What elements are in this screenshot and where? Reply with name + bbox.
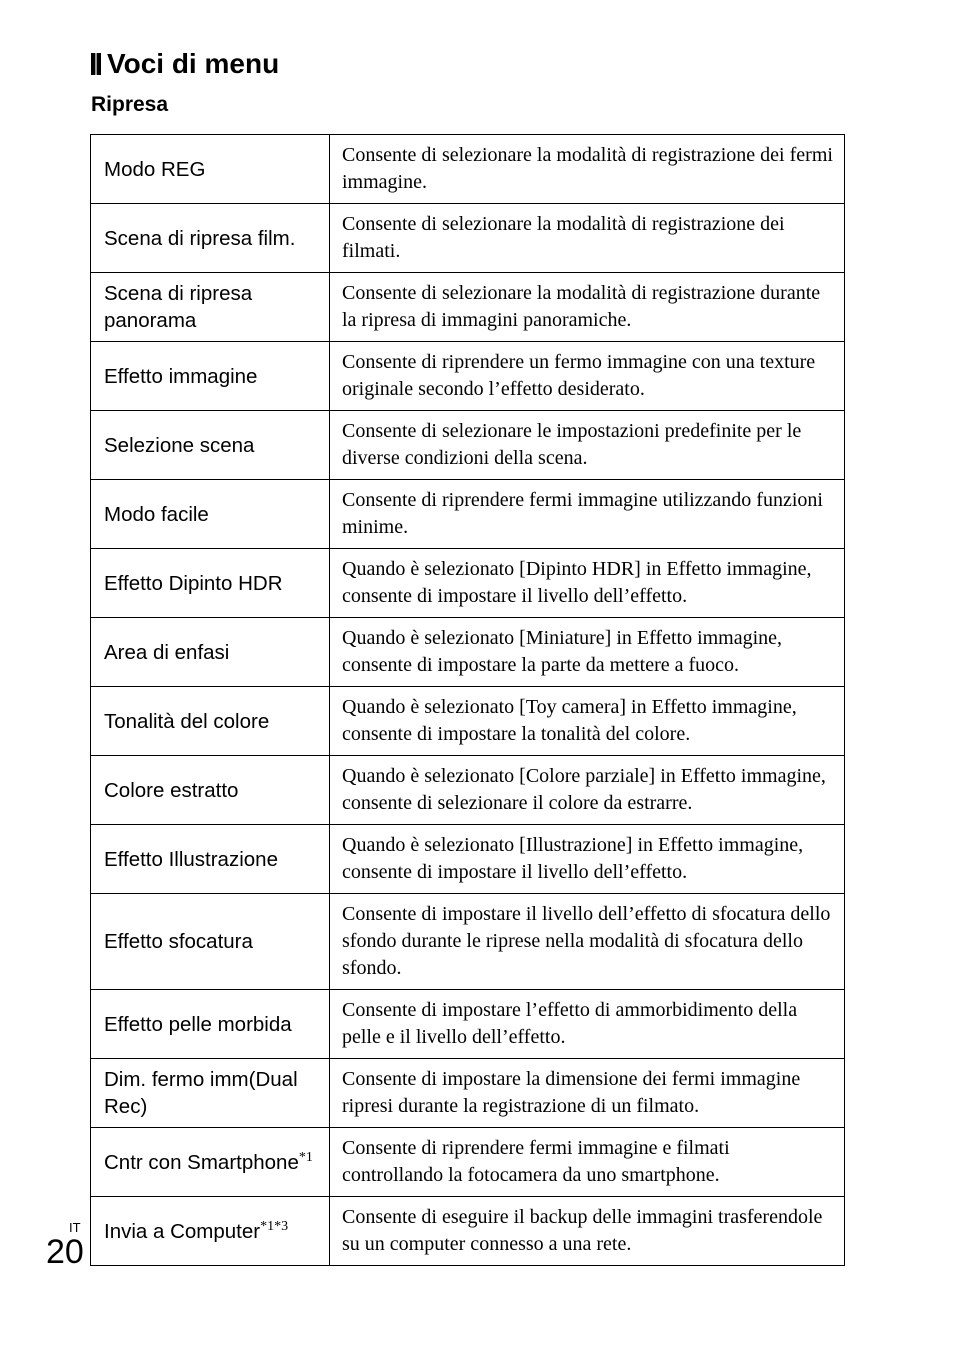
menu-item-name: Scena di ripresa panorama <box>91 273 330 342</box>
subsection-title: Ripresa <box>91 93 169 116</box>
table-row <box>91 135 845 204</box>
menu-item-name: Colore estratto <box>91 756 330 825</box>
table-row <box>91 1059 845 1128</box>
menu-item-description: Consente di riprendere fermi immagine e filmati controllando la fotocamera da uno smartphone. <box>330 1128 845 1197</box>
menu-item-name: Cntr con Smartphone <box>104 1150 299 1174</box>
table-row <box>91 204 845 273</box>
table-row <box>91 990 845 1059</box>
menu-item-name: Effetto pelle morbida <box>91 990 330 1059</box>
table-row <box>91 756 845 825</box>
language-code: IT <box>69 1220 81 1235</box>
menu-item-name-cell <box>91 1197 330 1266</box>
menu-item-name: Selezione scena <box>91 411 330 480</box>
menu-item-name: Effetto Dipinto HDR <box>91 549 330 618</box>
menu-item-name: Dim. fermo imm(Dual Rec) <box>91 1059 330 1128</box>
menu-item-description: Consente di selezionare la modalità di registrazione dei fermi immagine. <box>330 135 845 204</box>
footnote-marker: *1 <box>298 1149 313 1165</box>
menu-item-description: Quando è selezionato [Miniature] in Effetto immagine, consente di impostare la parte da mettere a fuoco. <box>330 618 845 687</box>
menu-item-name: Scena di ripresa film. <box>91 204 330 273</box>
menu-item-name: Effetto immagine <box>91 342 330 411</box>
menu-item-name-cell <box>91 1128 330 1197</box>
menu-item-description: Quando è selezionato [Illustrazione] in Effetto immagine, consente di impostare il livello dell’effetto. <box>330 825 845 894</box>
menu-item-description: Consente di impostare la dimensione dei fermi immagine ripresi durante la registrazione di un filmato. <box>330 1059 845 1128</box>
menu-item-description: Consente di selezionare le impostazioni predefinite per le diverse condizioni della scena. <box>330 411 845 480</box>
section-marker-icon <box>91 53 101 75</box>
menu-item-description: Consente di impostare il livello dell’effetto di sfocatura dello sfondo durante le riprese nella modalità di sfocatura dello sfondo. <box>330 894 845 990</box>
menu-item-name: Effetto Illustrazione <box>91 825 330 894</box>
menu-item-description: Consente di riprendere un fermo immagine con una texture originale secondo l’effetto desiderato. <box>330 342 845 411</box>
table-row <box>91 411 845 480</box>
table-row <box>91 825 845 894</box>
section-title <box>91 47 279 81</box>
menu-items-table <box>90 134 845 1266</box>
table-row <box>91 342 845 411</box>
menu-item-description: Consente di selezionare la modalità di registrazione durante la ripresa di immagini panoramiche. <box>330 273 845 342</box>
menu-item-description: Quando è selezionato [Dipinto HDR] in Effetto immagine, consente di impostare il livello dell’effetto. <box>330 549 845 618</box>
menu-item-description: Consente di eseguire il backup delle immagini trasferendole su un computer connesso a una rete. <box>330 1197 845 1266</box>
menu-item-name: Tonalità del colore <box>91 687 330 756</box>
menu-item-name: Area di enfasi <box>91 618 330 687</box>
menu-item-description: Quando è selezionato [Toy camera] in Effetto immagine, consente di impostare la tonalità del colore. <box>330 687 845 756</box>
menu-item-name: Modo REG <box>91 135 330 204</box>
table-row <box>91 1197 845 1266</box>
menu-item-description: Consente di riprendere fermi immagine utilizzando funzioni minime. <box>330 480 845 549</box>
table-row <box>91 618 845 687</box>
table-row <box>91 1128 845 1197</box>
table-row <box>91 273 845 342</box>
menu-item-description: Quando è selezionato [Colore parziale] in Effetto immagine, consente di selezionare il colore da estrarre. <box>330 756 845 825</box>
section-title-text: Voci di menu <box>107 48 280 79</box>
page-number: 20 <box>46 1233 84 1271</box>
menu-item-name: Effetto sfocatura <box>91 894 330 990</box>
menu-item-description: Consente di impostare l’effetto di ammorbidimento della pelle e il livello dell’effetto. <box>330 990 845 1059</box>
menu-item-name: Invia a Computer <box>104 1219 261 1243</box>
table-row <box>91 549 845 618</box>
table-row <box>91 687 845 756</box>
menu-item-name: Modo facile <box>91 480 330 549</box>
footnote-marker: *1*3 <box>260 1218 289 1234</box>
table-row <box>91 894 845 990</box>
table-row <box>91 480 845 549</box>
menu-item-description: Consente di selezionare la modalità di registrazione dei filmati. <box>330 204 845 273</box>
